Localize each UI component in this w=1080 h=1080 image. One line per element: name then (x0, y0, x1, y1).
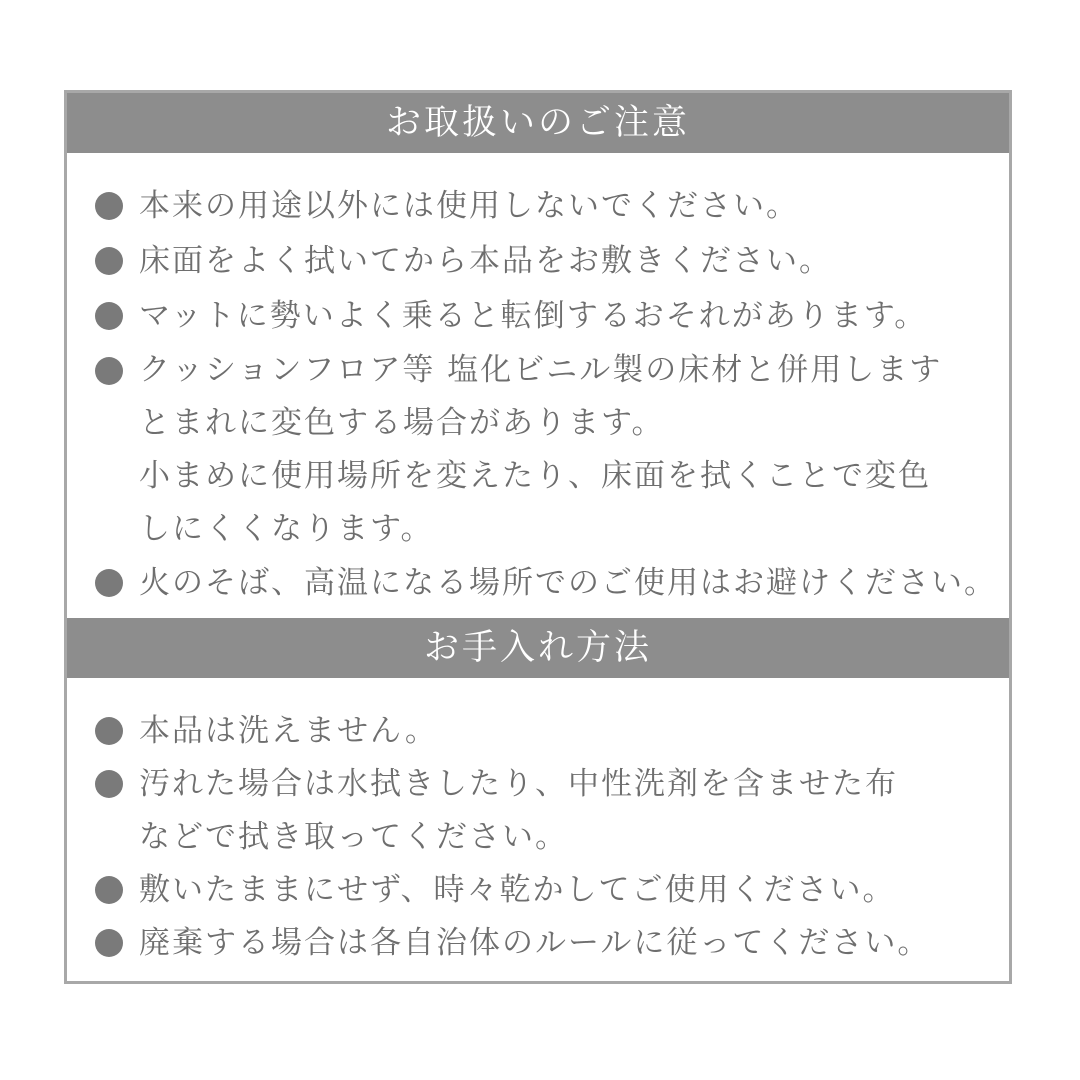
list-item-text: とまれに変色する場合があります。 (139, 405, 665, 441)
list-item (95, 864, 989, 917)
list-item (95, 344, 989, 556)
list-item-text: マットに勢いよく乗ると転倒するおそれがあります。 (139, 298, 928, 334)
list-item (95, 556, 997, 611)
list-item-text: 床面をよく拭いてから本品をお敷きください。 (139, 243, 832, 279)
care-instructions-list (95, 705, 989, 970)
list-item (95, 758, 989, 864)
list-item-text: などで拭き取ってください。 (139, 819, 568, 855)
bullet-dot-icon (95, 247, 123, 275)
list-item (95, 234, 989, 289)
section-header-care-instructions: お手入れ方法 (67, 618, 1009, 678)
list-item (95, 179, 989, 234)
bullet-dot-icon (95, 770, 123, 798)
bullet-dot-icon (95, 569, 123, 597)
list-item-text: 小まめに使用場所を変えたり、床面を拭くことで変色 (139, 458, 931, 494)
list-item-text: 本品は洗えません。 (139, 713, 438, 749)
bullet-dot-icon (95, 876, 123, 904)
list-item (95, 289, 989, 344)
list-item-text: 敷いたままにせず、時々乾かしてご使用ください。 (139, 872, 896, 908)
bullet-dot-icon (95, 302, 123, 330)
bullet-dot-icon (95, 192, 123, 220)
list-item-text: クッションフロア等 塩化ビニル製の床材と併用します (139, 352, 943, 388)
list-item (95, 917, 989, 970)
bullet-dot-icon (95, 717, 123, 745)
notice-panel (64, 90, 1012, 984)
list-item-text: 火のそば、高温になる場所でのご使用はお避けください。 (139, 565, 997, 601)
bullet-dot-icon (95, 357, 123, 385)
handling-cautions-list (95, 179, 997, 611)
list-item-text: 本来の用途以外には使用しないでください。 (139, 188, 799, 224)
list-item (95, 705, 989, 758)
section-header-handling-cautions: お取扱いのご注意 (67, 93, 1009, 153)
list-item-text: 廃棄する場合は各自治体のルールに従ってください。 (139, 925, 931, 961)
list-item-text: しにくくなります。 (139, 511, 434, 547)
bullet-dot-icon (95, 929, 123, 957)
list-item-text: 汚れた場合は水拭きしたり、中性洗剤を含ませた布 (139, 766, 898, 802)
